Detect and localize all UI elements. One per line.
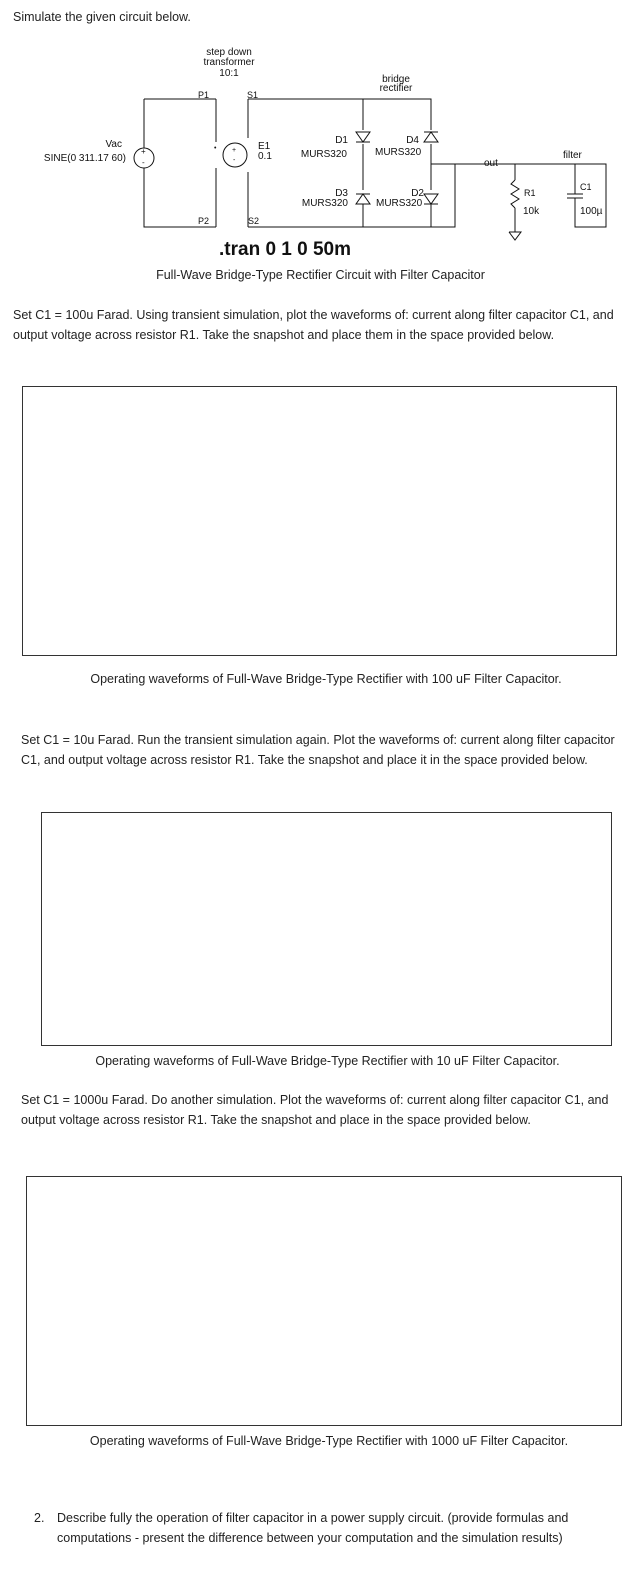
c1-name: C1: [580, 182, 592, 192]
question-2-text: Describe fully the operation of filter capacitor in a power supply circuit. (provide formulas and computations - present the difference between your computation and the simulation results): [57, 1511, 569, 1545]
transformer-label-3: 10:1: [219, 68, 239, 79]
s1-label: S1: [247, 90, 259, 100]
schematic-caption: Full-Wave Bridge-Type Rectifier Circuit with Filter Capacitor: [156, 268, 485, 282]
d4-label: D4: [406, 135, 419, 146]
bridge-label-1: bridge: [382, 74, 410, 85]
transformer-label-2: transformer: [203, 57, 255, 68]
tran-directive: .tran 0 1 0 50m: [219, 239, 352, 260]
instruction-2: Set C1 = 10u Farad. Run the transient simulation again. Plot the waveforms of: current along filter capacitor C1, and output voltage across resistor R1. Take the snapshot and place it in the space provided below.: [21, 733, 615, 767]
svg-text:-: -: [233, 157, 236, 164]
rectifier-schematic: [0, 40, 641, 265]
d4-model: MURS320: [375, 147, 422, 158]
caption-1000uf: Operating waveforms of Full-Wave Bridge-Type Rectifier with 1000 uF Filter Capacitor.: [89, 1434, 569, 1448]
p2-label: P2: [198, 216, 210, 226]
diode-icons: [356, 132, 438, 204]
d3-label: D3: [335, 188, 348, 199]
e1-name: E1: [258, 141, 271, 152]
vac-name: Vac: [105, 139, 122, 150]
instruction-3: Set C1 = 1000u Farad. Do another simulation. Plot the waveforms of: current along filter capacitor C1, and output voltage across resistor R1. Take the snapshot and place in the space provided below.: [21, 1093, 609, 1127]
svg-text:+: +: [232, 147, 237, 154]
transformer-label-1: step down: [206, 47, 252, 58]
d3-model: MURS320: [301, 198, 348, 209]
c1-value: 100µ: [580, 206, 603, 217]
r1-name: R1: [524, 188, 536, 198]
filter-label: filter: [563, 150, 582, 161]
waveform-placeholder-10uf: [41, 812, 612, 1046]
caption-10uf: Operating waveforms of Full-Wave Bridge-Type Rectifier with 10 uF Filter Capacitor.: [95, 1054, 560, 1068]
bridge-label-2: rectifier: [379, 83, 413, 94]
p1-label: P1: [198, 90, 210, 100]
d1-label: D1: [335, 135, 348, 146]
vac-value: SINE(0 311.17 60): [43, 153, 126, 164]
s2-label: S2: [248, 216, 260, 226]
out-label: out: [484, 158, 498, 169]
question-2-number: 2.: [34, 1511, 45, 1525]
svg-text:•: •: [214, 145, 217, 152]
svg-text:-: -: [142, 158, 145, 167]
intro-text: Simulate the given circuit below.: [13, 10, 191, 24]
e1-value: 0.1: [258, 151, 272, 162]
svg-text:+: +: [141, 147, 146, 156]
r1-value: 10k: [523, 206, 540, 217]
d1-model: MURS320: [300, 149, 347, 160]
d2-model: MURS320: [376, 198, 423, 209]
waveform-placeholder-100uf: [22, 386, 617, 656]
d2-label: D2: [411, 188, 424, 199]
caption-100uf: Operating waveforms of Full-Wave Bridge-Type Rectifier with 100 uF Filter Capacitor.: [90, 672, 562, 686]
instruction-1: Set C1 = 100u Farad. Using transient simulation, plot the waveforms of: current along filter capacitor C1, and output voltage across resistor R1. Take the snapshot and place them in the space provided below.: [13, 308, 614, 342]
waveform-placeholder-1000uf: [26, 1176, 622, 1426]
